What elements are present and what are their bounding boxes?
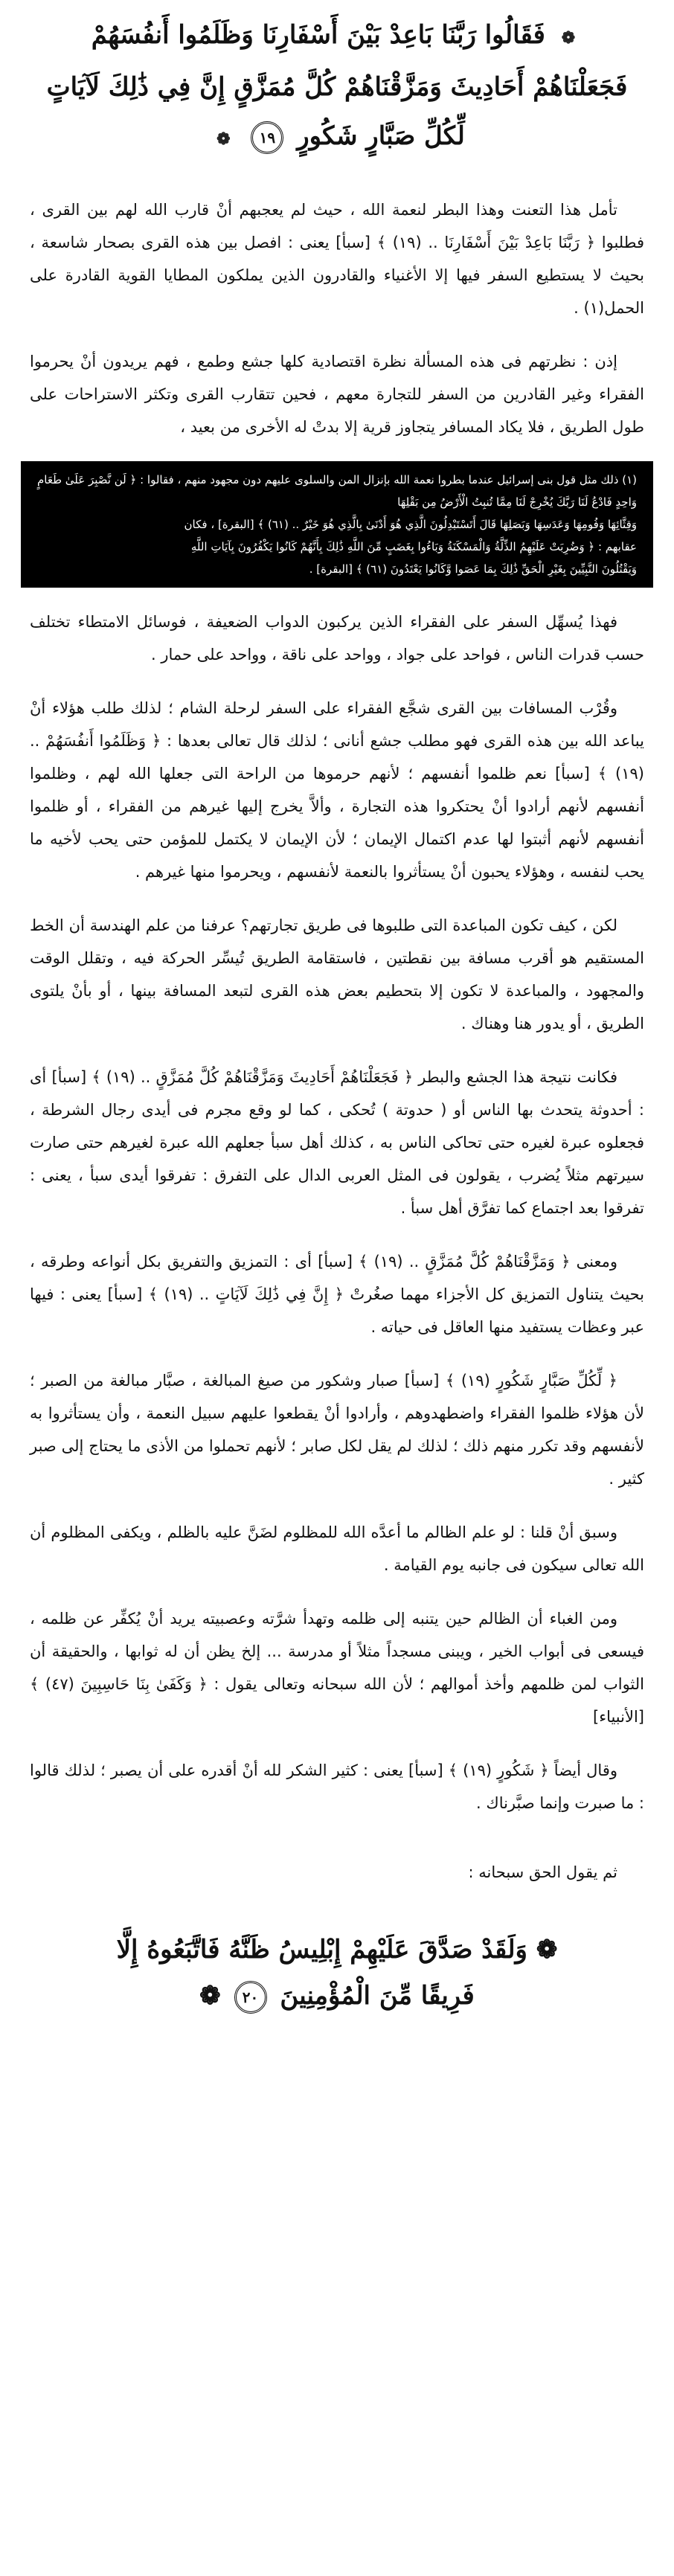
closing-line: ثم يقول الحق سبحانه : [468,1863,617,1881]
footnote-line: (١) ذلك مثل قول بنى إسرائيل عندما بطروا نعمة الله بإنزال المن والسلوى عليهم دون مجهود منهم ، فقالوا : ﴿ لَن نَّصْبِرَ عَلَىٰ طَعَامٍ وَاحِدٍ فَادْعُ لَنَا رَبَّكَ يُخْرِجْ لَنَا مِمَّا تُنبِتُ الْأَرْضُ مِن بَقْلِهَا [37,473,637,509]
header-verse-line-3: لِّكُلِّ صَبَّارٍ شَكُورٍ ١٩ ❁ [28,112,646,164]
footnote-line: عقابهم : ﴿ وَضُرِبَتْ عَلَيْهِمُ الذِّلَّةُ وَالْمَسْكَنَةُ وَبَاءُوا بِغَضَبٍ مِّنَ اللَّهِ ذَٰلِكَ بِأَنَّهُمْ كَانُوا يَكْفُرُونَ بِآيَاتِ اللَّهِ [190,540,637,553]
footnote-box [21,461,653,588]
paragraph-4: وقُرْب المسافات بين القرى شجَّع الفقراء على السفر لرحلة الشام ؛ لذلك طلب هؤلاء أنْ يباعد الله بين هذه القرى فهو مطلب جشع أنانى ؛ لذلك قال تعالى بعدها : ﴿ وَظَلَمُوا أَنفُسَهُمْ .. (١٩) ﴾ [سبأ] نعم ظلموا أنفسهم ؛ لأنهم حرموها من الراحة التى جعلها الله لهم ، وظلموا أنفسهم لأنهم أرادوا أنْ يحتكروا هذه التجارة ، وألاَّ يخرج إليها غيرهم من الفقراء ، أو ظلموا أنفسهم لأنهم أثبتوا لها عدم اكتمال الإيمان ؛ لأن الإيمان لا يكتمل للمؤمن حتى يحب لأخيه ما يحب لنفسه ، وهؤلاء يحبون أنْ يستأثروا بالنعمة لأنفسهم ، ويحرموا منها غيرهم . [30,699,644,881]
paragraph-3: فهذا يُسهِّل السفر على الفقراء الذين يركبون الدواب الضعيفة ، فوسائل الامتطاء تختلف حسب قدرات الناس ، فواحد على جواد ، وواحد على ناقة ، وواحد على حمار . [30,613,644,664]
paragraph-5: لكن ، كيف تكون المباعدة التى طلبوها فى طريق تجارتهم؟ عرفنا من علم الهندسة أن الخط المستقيم هو أقرب مسافة بين نقطتين ، فاستقامة الطريق تُيسِّر الحركة فيه ، وتقلل الوقت والمجهود ، والمباعدة لا تكون إلا بتحطيم بعض هذه القرى لتبعد المسافة بينها ، أو بأنْ يلتوى الطريق ، أو يدور هنا وهناك . [30,916,644,1032]
header-verse [21,0,653,164]
paragraph-6: فكانت نتيجة هذا الجشع والبطر ﴿ فَجَعَلْنَاهُمْ أَحَادِيثَ وَمَزَّقْنَاهُمْ كُلَّ مُمَزَّقٍ .. (١٩) ﴾ [سبأ] أى : أحدوثة يتحدث بها الناس أو ( حدوتة ) تُحكى ، كما لو وقع مجرم فى أيدى رجال الشرطة ، فجعلوه عبرة لغيره حتى تحاكى الناس به ، كذلك أهل سبأ جعلهم الله عبرة لغيرهم حتى صارت سيرتهم مثلاً يُضرب ، يقولون فى المثل العربى الدال على التفرق : تفرقوا أيدى سبأ ، يعنى : تفرقوا بعد اجتماع كما تفرَّق أهل سبأ . [30,1068,644,1217]
footer-verse-line-2: فَرِيقًا مِّنَ الْمُؤْمِنِينَ ٢٠ ❁ [21,1973,653,2019]
footer-verse-line-1: ❁ وَلَقَدْ صَدَّقَ عَلَيْهِمْ إِبْلِيسُ ظَنَّهُ فَاتَّبَعُوهُ إِلَّا [116,1935,558,1965]
paragraph-8: ﴿ لِّكُلِّ صَبَّارٍ شَكُورٍ (١٩) ﴾ [سبأ] صبار وشكور من صيغ المبالغة ، صبَّار مبالغة من الصبر ؛ لأن هؤلاء ظلموا الفقراء واضطهدوهم ، وأرادوا أنْ يقطعوا عليهم سبيل النعمة ، وأن يستأثروا به لأنفسهم وقد تكرر منهم ذلك ؛ لذلك لم يقل لكل صابر ؛ لأنهم تحملوا من الأذى ما يحتاج إلى صبر كثير . [30,1372,644,1488]
paragraph-1: تأمل هذا التعنت وهذا البطر لنعمة الله ، حيث لم يعجبهم أنْ قارب الله لهم بين القرى ، فطلبوا ﴿ رَبَّنَا بَاعِدْ بَيْنَ أَسْفَارِنَا .. (١٩) ﴾ [سبأ] يعنى : افصل بين هذه القرى بصحار شاسعة ، بحيث لا يستطيع السفر فيها إلا الأغنياء والقادرون الذين يملكون المطايا القوية القادرة على الحمل(١) . [30,201,645,317]
paragraph-7: ومعنى ﴿ وَمَزَّقْنَاهُمْ كُلَّ مُمَزَّقٍ .. (١٩) ﴾ [سبأ] أى : التمزيق والتفريق بكل أنواعه وطرقه ، بحيث يتناول التمزيق كل الأجزاء مهما صغُرتْ ﴿ إِنَّ فِي ذَٰلِكَ لَآيَاتٍ .. (١٩) ﴾ [سبأ] يعنى : فيها عبر وعظات يستفيد منها العاقل فى حياته . [30,1253,645,1336]
footnote-line: وَقِثَّائِهَا وَفُومِهَا وَعَدَسِهَا وَبَصَلِهَا قَالَ أَتَسْتَبْدِلُونَ الَّذِي هُوَ أَدْنَىٰ بِالَّذِي هُوَ خَيْرٌ .. (٦١) ﴾ [البقرة] ، فكان [184,518,637,531]
paragraph-9: وسبق أنْ قلنا : لو علم الظالم ما أعدَّه الله للمظلوم لضَنَّ عليه بالظلم ، ويكفى المظلوم أن الله تعالى سيكون فى جانبه يوم القيامة . [30,1523,644,1574]
header-verse-line-2: فَجَعَلْنَاهُمْ أَحَادِيثَ وَمَزَّقْنَاهُمْ كُلَّ مُمَزَّقٍ إِنَّ فِي ذَٰلِكَ لَآيَاتٍ [46,72,628,102]
paragraph-11: وقال أيضاً ﴿ شَكُورٍ (١٩) ﴾ [سبأ] يعنى : كثير الشكر لله أنْ أقدره على أن يصبر ؛ لذلك قالوا : ما صبرت وإنما صبَّرناك . [30,1761,644,1812]
ornament-icon: ❁ [199,1981,221,2011]
verse-number-badge: ٢٠ [234,1981,267,2014]
paragraph-2: إذن : نظرتهم فى هذه المسألة نظرة اقتصادية كلها جشع وطمع ، فهم يريدون أنْ يحرموا الفقراء وغير القادرين من السفر للتجارة معهم ، فحين تتقارب القرى وتكثر الاستراحات على طول الطريق ، فلا يكاد المسافر يتجاوز قرية إلا بدتْ له الأخرى من بعيد ، [30,353,644,436]
paragraph-10: ومن الغباء أن الظالم حين يتنبه إلى ظلمه وتهدأ شرَّته وعصبيته يريد أنْ يُكفِّر عن ظلمه ، فيسعى فى أبواب الخير ، ويبنى مسجداً مثلاً أو مدرسة ... إلخ يظن أن له ثوابها ، والحقيقة أن الثواب لمن ظلمهم وأخذ أموالهم ؛ لأن الله سبحانه وتعالى يقول : ﴿ وَكَفَىٰ بِنَا حَاسِبِينَ (٤٧) ﴾ [الأنبياء] [30,1610,644,1726]
header-verse-line-1: ❁ فَقَالُوا رَبَّنَا بَاعِدْ بَيْنَ أَسْفَارِنَا وَظَلَمُوا أَنفُسَهُمْ [91,20,576,50]
ornament-icon: ❁ [561,28,576,48]
ornament-icon: ❁ [216,129,231,149]
footer-verse [21,1904,653,2019]
ornament-icon: ❁ [536,1935,558,1965]
footnote-line: وَيَقْتُلُونَ النَّبِيِّينَ بِغَيْرِ الْحَقِّ ذَٰلِكَ بِمَا عَصَوا وَّكَانُوا يَعْتَدُونَ (٦١) ﴾ [البقرة] . [309,562,637,576]
verse-number-badge: ١٩ [251,121,283,154]
